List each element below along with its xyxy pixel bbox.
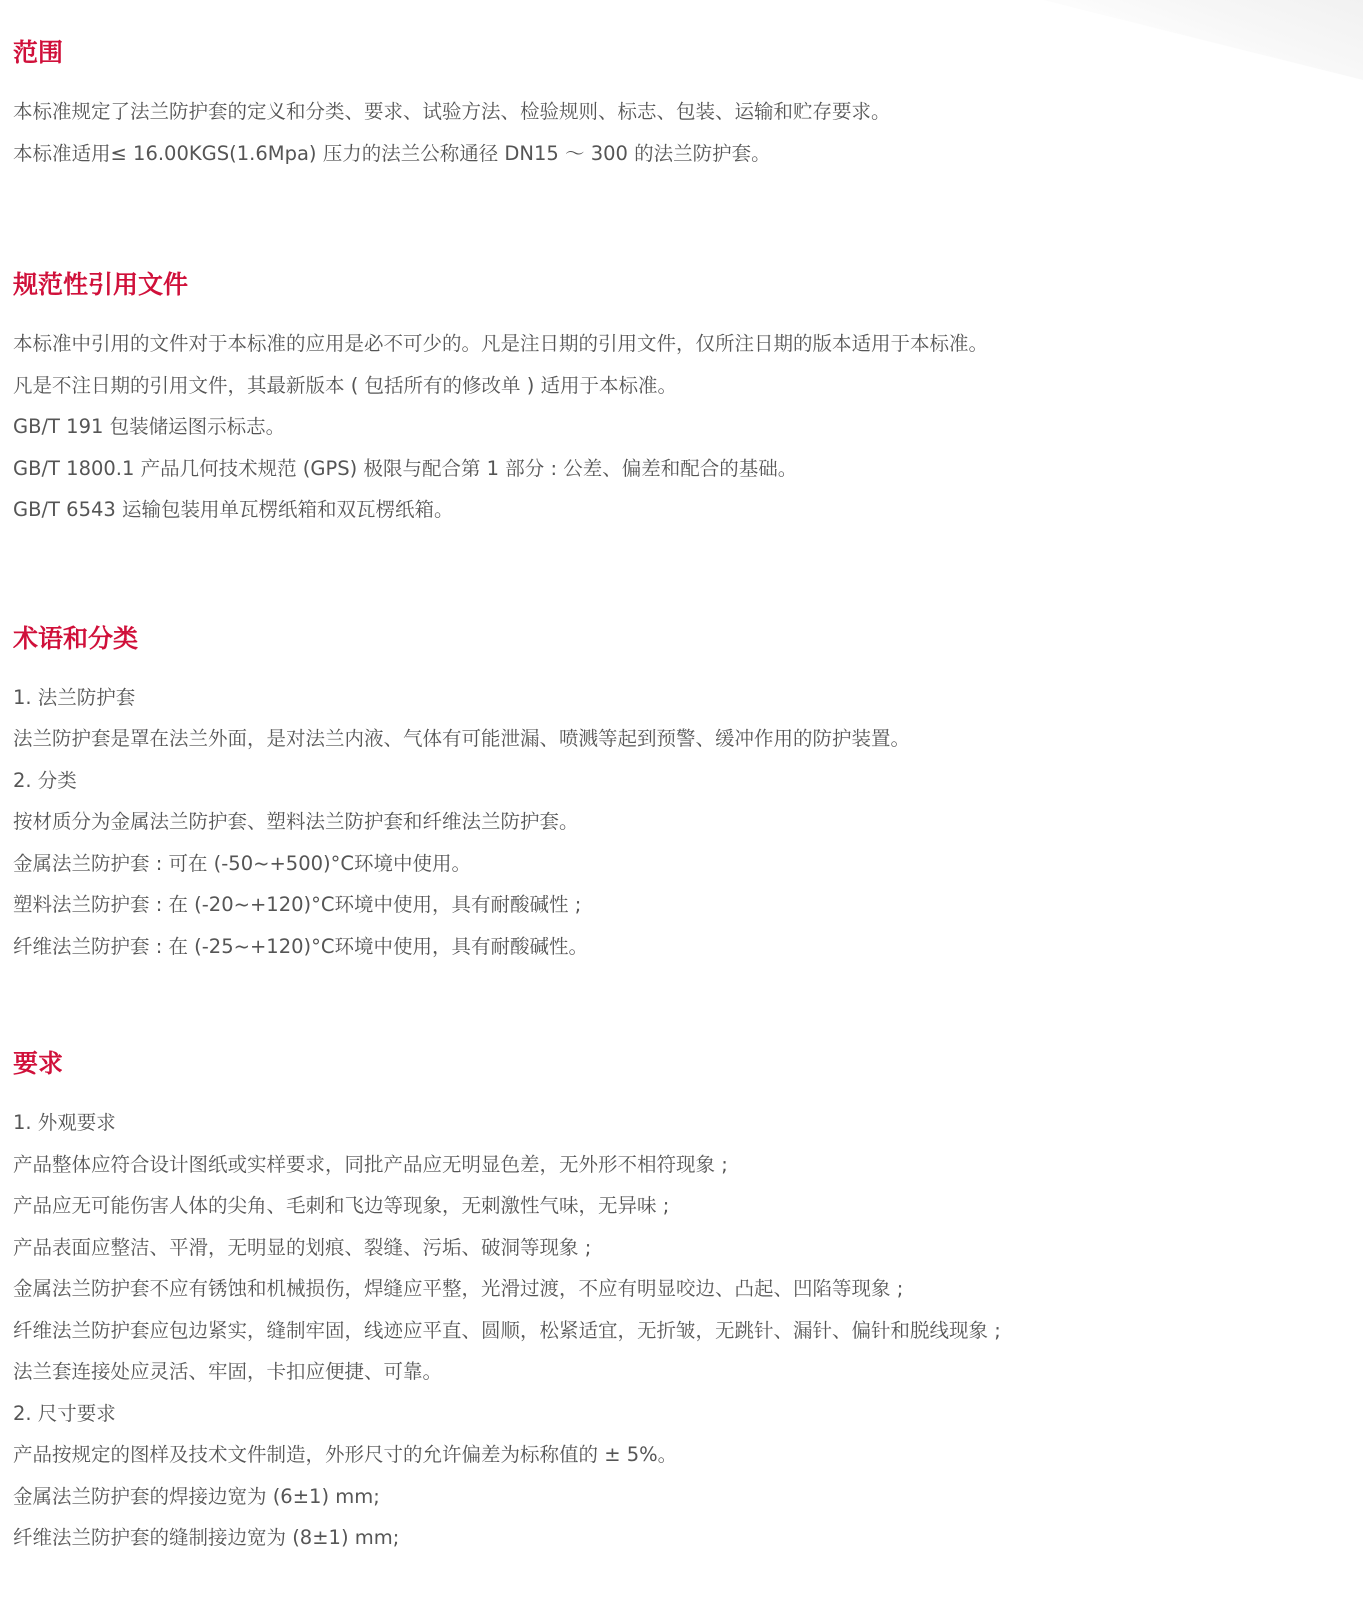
subheading-line: 2. 尺寸要求 xyxy=(13,1401,116,1425)
subheading-line: 1. 法兰防护套 xyxy=(13,685,136,709)
section-title-terms-classification: 术语和分类 xyxy=(13,623,139,653)
paragraph-line: 产品按规定的图样及技术文件制造，外形尺寸的允许偏差为标称值的 ± 5%。 xyxy=(13,1443,678,1466)
reference-item: GB/T 191 包装储运图示标志。 xyxy=(13,415,286,438)
paragraph-line: 法兰防护套是罩在法兰外面，是对法兰内液、气体有可能泄漏、喷溅等起到预警、缓冲作用的防护装置。 xyxy=(13,727,911,750)
section-body-scope xyxy=(13,91,1333,174)
reference-item: GB/T 1800.1 产品几何技术规范 (GPS) 极限与配合第 1 部分 : 公差、偏差和配合的基础。 xyxy=(13,456,798,480)
section-body-terms-classification xyxy=(13,677,1333,968)
section-spacer xyxy=(13,174,1333,264)
paragraph-line: 纤维法兰防护套的缝制接边宽为 (8±1) mm; xyxy=(13,1526,400,1549)
section-spacer xyxy=(13,967,1333,1043)
section-body-normative-references xyxy=(13,323,1333,531)
paragraph-line: 金属法兰防护套的焊接边宽为 (6±1) mm; xyxy=(13,1484,380,1508)
section-title-normative-references: 规范性引用文件 xyxy=(13,270,189,299)
paragraph-line: 按材质分为金属法兰防护套、塑料法兰防护套和纤维法兰防护套。 xyxy=(13,810,579,833)
paragraph-line: 金属法兰防护套 : 可在 (-50~+500)°C环境中使用。 xyxy=(13,851,471,875)
paragraph-line: 凡是不注日期的引用文件，其最新版本 ( 包括所有的修改单 ) 适用于本标准。 xyxy=(13,373,678,397)
paragraph-line: 法兰套连接处应灵活、牢固，卡扣应便捷、可靠。 xyxy=(13,1360,443,1383)
paragraph-line: 塑料法兰防护套 : 在 (-20~+120)°C环境中使用，具有耐酸碱性 ; xyxy=(13,893,582,916)
subheading-line: 2. 分类 xyxy=(13,768,77,792)
section-title-requirements: 要求 xyxy=(13,1049,64,1078)
section-body-requirements xyxy=(13,1102,1333,1559)
paragraph-line: 本标准规定了法兰防护套的定义和分类、要求、试验方法、检验规则、标志、包装、运输和贮存要求。 xyxy=(13,100,891,123)
section-terms-classification xyxy=(13,618,1333,968)
paragraph-line: 产品整体应符合设计图纸或实样要求，同批产品应无明显色差，无外形不相符现象 ; xyxy=(13,1152,728,1176)
section-spacer xyxy=(13,531,1333,618)
paragraph-line: 产品应无可能伤害人体的尖角、毛刺和飞边等现象，无刺激性气味，无异味 ; xyxy=(13,1194,670,1217)
paragraph-line: 本标准中引用的文件对于本标准的应用是必不可少的。凡是注日期的引用文件，仅所注日期的版本适用于本标准。 xyxy=(13,332,989,355)
section-requirements xyxy=(13,1043,1333,1559)
section-scope xyxy=(13,32,1333,174)
paragraph-line: 本标准适用≤ 16.00KGS(1.6Mpa) 压力的法兰公称通径 DN15 ～ 300 的法兰防护套。 xyxy=(13,141,771,165)
paragraph-line: 纤维法兰防护套 : 在 (-25~+120)°C环境中使用，具有耐酸碱性。 xyxy=(13,934,588,958)
reference-item: GB/T 6543 运输包装用单瓦楞纸箱和双瓦楞纸箱。 xyxy=(13,498,454,521)
section-title-scope: 范围 xyxy=(13,38,64,67)
document-content xyxy=(13,32,1333,1559)
paragraph-line: 金属法兰防护套不应有锈蚀和机械损伤，焊缝应平整，光滑过渡，不应有明显咬边、凸起、凹陷等现象 ; xyxy=(13,1277,904,1300)
subheading-line: 1. 外观要求 xyxy=(13,1111,116,1134)
paragraph-line: 纤维法兰防护套应包边紧实，缝制牢固，线迹应平直、圆顺，松紧适宜，无折皱，无跳针、漏针、偏针和脱线现象 ; xyxy=(13,1318,1001,1342)
paragraph-line: 产品表面应整洁、平滑，无明显的划痕、裂缝、污垢、破洞等现象 ; xyxy=(13,1235,592,1259)
section-normative-references xyxy=(13,264,1333,531)
